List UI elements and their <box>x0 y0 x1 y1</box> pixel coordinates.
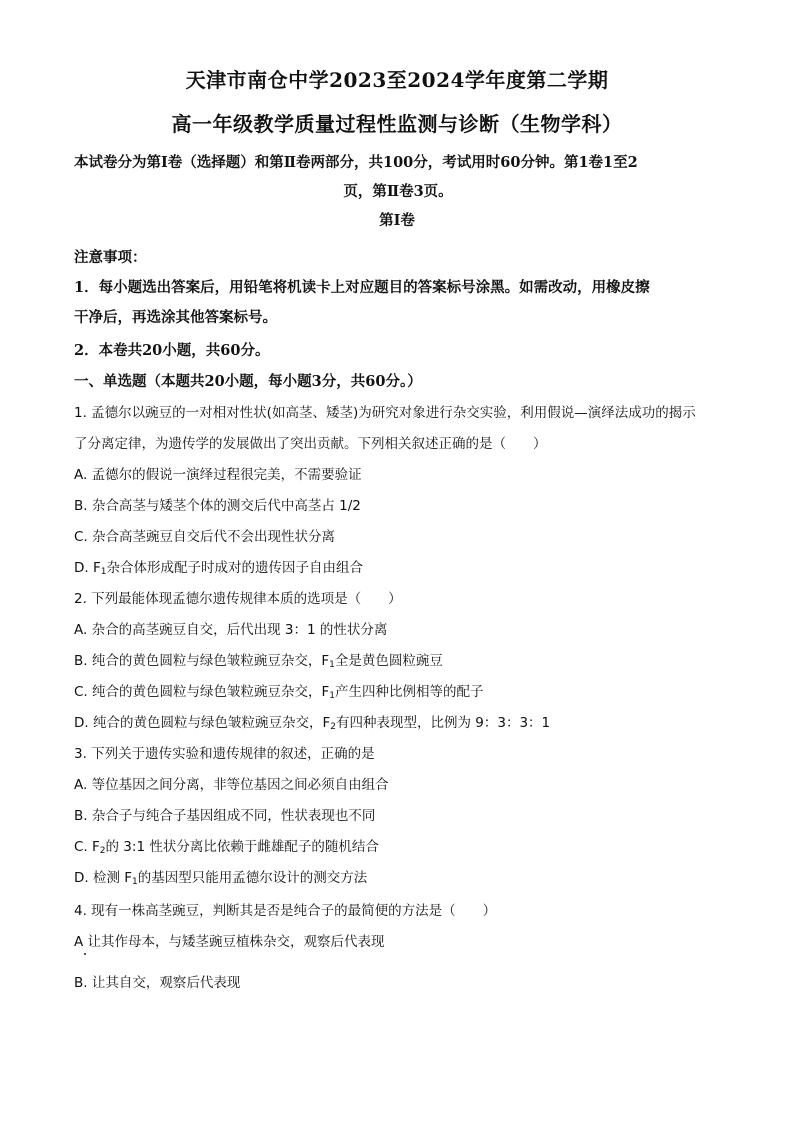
q1-stem-line1: 1. 孟德尔以豌豆的一对相对性状(如高茎、矮茎)为研究对象进行杂交实验，利用假说—演绎法成功的揭示 <box>74 405 696 421</box>
notes-item1-line1: 1．每小题选出答案后，用铅笔将机读卡上对应题目的答案标号涂黑。如需改动，用橡皮擦 <box>74 279 650 296</box>
q1-stem-line2: 了分离定律，为遗传学的发展做出了突出贡献。下列相关叙述正确的是（ ） <box>74 436 547 452</box>
notes-item1-line2: 干净后，再选涂其他答案标号。 <box>74 309 277 326</box>
q3-option-b: B. 杂合子与纯合子基因组成不同，性状表现也不同 <box>74 808 376 824</box>
q4-option-b: B. 让其自交，观察后代表现 <box>74 975 241 991</box>
exam-title-line2: 高一年级教学质量过程性监测与诊断（生物学科） <box>171 112 623 136</box>
q2-option-a: A. 杂合的高茎豌豆自交，后代出现 3：1 的性状分离 <box>74 622 388 638</box>
q3-stem: 3. 下列关于遗传实验和遗传规律的叙述，正确的是 <box>74 746 375 762</box>
q2-option-c: C. 纯合的黄色圆粒与绿色皱粒豌豆杂交，$F_1$产生四种比例相等的配子 <box>74 684 484 701</box>
q4-option-a: A 让其作母本，与矮茎豌豆植株杂交，观察后代表现 <box>74 934 385 950</box>
q2-option-d: D. 纯合的黄色圆粒与绿色皱粒豌豆杂交，$F_2$有四种表现型，比例为 9：3：3：1 <box>74 715 551 732</box>
notes-item2: 2．本卷共20小题，共60分。 <box>74 342 270 359</box>
exam-title-line1: 天津市南仓中学2023至2024学年度第二学期 <box>185 68 609 92</box>
q1-option-b: B. 杂合高茎与矮茎个体的测交后代中高茎占 1/2 <box>74 498 361 514</box>
q3-option-d: D. 检测 $F_1$的基因型只能用孟德尔设计的测交方法 <box>74 870 368 887</box>
q1-option-a: A. 孟德尔的假说一演绎过程很完美，不需要验证 <box>74 467 362 483</box>
q2-option-b: B. 纯合的黄色圆粒与绿色皱粒豌豆杂交，$F_1$全是黄色圆粒豌豆 <box>74 653 443 670</box>
notes-heading: 注意事项： <box>74 249 147 266</box>
volume-label: 第Ⅰ卷 <box>379 212 415 229</box>
intro-line2: 页，第Ⅱ卷3页。 <box>343 183 453 200</box>
q1-option-d: D. $F_1$杂合体形成配子时成对的遗传因子自由组合 <box>74 560 363 577</box>
section-heading: 一、单选题（本题共20小题，每小题3分，共60分。） <box>74 373 422 390</box>
scan-dot <box>84 953 86 955</box>
intro-line1: 本试卷分为第Ⅰ卷（选择题）和第Ⅱ卷两部分，共100分，考试用时60分钟。第1卷1至2 <box>74 154 638 171</box>
q3-option-a: A. 等位基因之间分离，非等位基因之间必须自由组合 <box>74 777 389 793</box>
q4-stem: 4. 现有一株高茎豌豆，判断其是否是纯合子的最简便的方法是（ ） <box>74 903 497 919</box>
q3-option-c: C. $F_2$的 3:1 性状分离比依赖于雌雄配子的随机结合 <box>74 839 379 856</box>
q1-option-c: C. 杂合高茎豌豆自交后代不会出现性状分离 <box>74 529 336 545</box>
q2-stem: 2. 下列最能体现孟德尔遗传规律本质的选项是（ ） <box>74 591 402 607</box>
exam-intro <box>74 148 722 206</box>
